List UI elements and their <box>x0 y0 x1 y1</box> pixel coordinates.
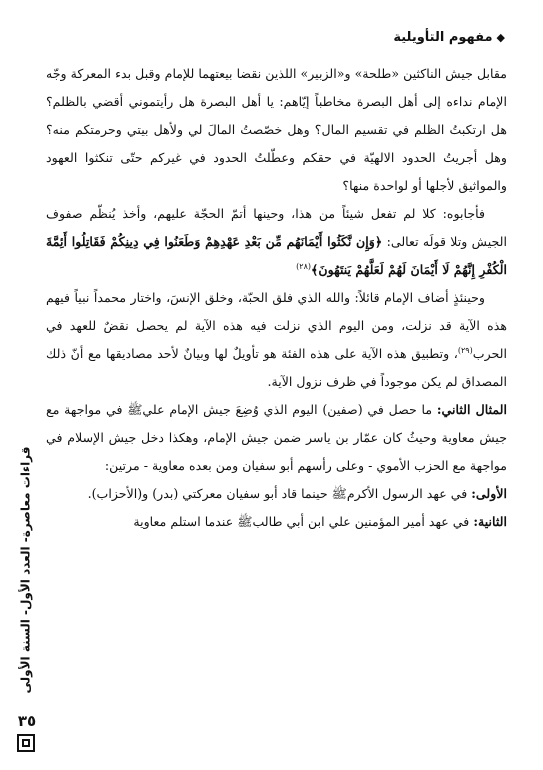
paragraph-5 <box>46 480 507 508</box>
paragraph-text: في عهد الرسول الأكرمﷺ حينما قاد أبو سفيان معركتي (بدر) و(الأحزاب). <box>87 486 472 501</box>
body-text <box>46 60 507 536</box>
paragraph-lead: الأولى: <box>471 486 507 501</box>
paragraph-2 <box>46 200 507 284</box>
paragraph-6 <box>46 508 507 536</box>
paragraph-text: ما حصل في (صفين) اليوم الذي وُضِعَ جيش الإمام عليﷺ في مواجهة مع جيش معاوية وحيثُ كان عمّار بن ياسر ضمن جيش الإمام، وهكذا دخل جيش الإسلام في مواجهة مع الحزب الأموي - وعلى رأسهم أبو سفيان ومن بعده معاوية - مرتين: <box>46 402 507 473</box>
page-number: ٣٥ <box>17 712 37 730</box>
paragraph-1 <box>46 60 507 200</box>
square-ornament-icon <box>17 734 35 752</box>
paragraph-lead: المثال الثاني: <box>436 402 507 417</box>
paragraph-3 <box>46 284 507 396</box>
side-running-head-text: قراءات معاصرة- العدد الأول- السنة الأولى <box>18 446 33 694</box>
paragraph-text: وحينئذٍ أضاف الإمام قائلاً: والله الذي فلق الحبّة، وخلق الإنسَ، واختار محمداً نبياً فيهم هذه الآية قد نزلت، ومن اليوم الذي نزلت فيه هذه الآية لم يحصل نقضٌ للعهد في الحرب <box>46 290 507 361</box>
footnote-ref[interactable]: (٢٩) <box>457 345 473 355</box>
diamond-ornament-icon: ◆ <box>496 31 505 44</box>
paragraph-text: مقابل جيش الناكثين «طلحة» و«الزبير» اللذين نقضا بيعتهما للإمام وقبل بدء المعركة وجّه الإمام نداءه إلى أهل البصرة مخاطباً إيّاهم: يا أهل البصرة هل رأيتموني أقضي بالظلم؟ هل ارتكبتُ الظلم في تقسيم المال؟ وهل خصّصتُ المالَ لي ولأهل بيتي وحرمتكم منه؟ وهل أجريتُ الحدود الالهيّة في حقكم وعطّلتُ الحدود في غيركم حتّى تنكثوا العهود والمواثيق لأجلها أو لواحدة منها؟ <box>46 66 507 193</box>
paragraph-4 <box>46 396 507 480</box>
paragraph-text: فأجابوه: كلا لم تفعل شيئاً من هذا، وحينها أتمّ الحجّة عليهم، وأخذ يُنظّم صفوف الجيش وتلا قولَه تعالى: <box>46 206 508 249</box>
running-header <box>393 30 505 45</box>
quran-verse: ﴿وَإِن نَّكَثُوا أَيْمَانَهُم مِّن بَعْدِ عَهْدِهِمْ وَطَعَنُوا فِي دِينِكُمْ فَقَاتِلُوا أَئِمَّةَ الْكُفْرِ إِنَّهُمْ لَا أَيْمَانَ لَهُمْ لَعَلَّهُمْ يَنتَهُونَ﴾ <box>46 234 507 277</box>
paragraph-text: ، وتطبيق هذه الآية على هذه الفئة هو تأويلٌ لها وبيانٌ لأحد مصاديقها مع أنّ ذلك المصداق لم يكن موجوداً في ظرف نزول الآية. <box>46 346 507 389</box>
header-title: مفهوم التأويلية <box>393 30 493 45</box>
side-running-head <box>12 430 40 710</box>
paragraph-lead: الثانية: <box>473 514 507 529</box>
footnote-ref[interactable]: (٢٨) <box>296 261 311 271</box>
paragraph-text: في عهد أمير المؤمنين علي ابن أبي طالبﷺ عندما استلم معاوية <box>133 514 474 529</box>
